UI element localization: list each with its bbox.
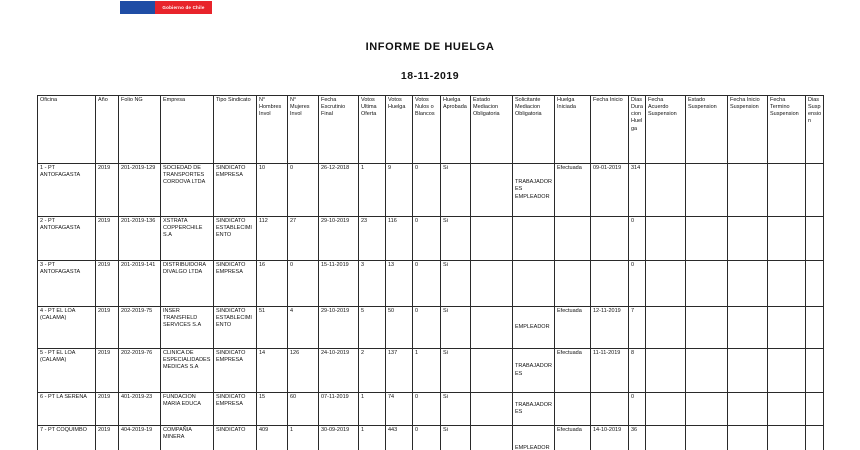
logo-blue-flag-block bbox=[120, 1, 155, 14]
table-cell bbox=[686, 349, 728, 393]
table-cell: EMPLEADOR bbox=[513, 307, 555, 349]
table-cell bbox=[728, 261, 768, 307]
column-header: Huelga Aprobada bbox=[441, 96, 471, 164]
table-cell: 112 bbox=[257, 217, 288, 261]
column-header: N° Hombres Invol bbox=[257, 96, 288, 164]
table-cell: 15 bbox=[257, 393, 288, 426]
table-cell: 0 bbox=[413, 393, 441, 426]
table-cell bbox=[768, 393, 806, 426]
table-cell bbox=[471, 217, 513, 261]
table-cell: 9 bbox=[386, 164, 413, 217]
table-cell: 126 bbox=[288, 349, 319, 393]
table-cell: SINDICATO EMPRESA bbox=[214, 349, 257, 393]
table-cell: 201-2019-129 bbox=[119, 164, 161, 217]
table-cell: 1 bbox=[359, 164, 386, 217]
column-header: Votos Nulos o Blancos bbox=[413, 96, 441, 164]
table-cell: INSER TRANSFIELD SERVICES S.A bbox=[161, 307, 214, 349]
table-cell bbox=[471, 307, 513, 349]
table-cell bbox=[806, 261, 824, 307]
table-cell: 1 bbox=[359, 393, 386, 426]
table-cell: 2019 bbox=[96, 349, 119, 393]
table-header bbox=[38, 96, 824, 164]
table-cell: 6 - PT LA SERENA bbox=[38, 393, 96, 426]
table-cell: 0 bbox=[288, 261, 319, 307]
column-header: Estado Suspension bbox=[686, 96, 728, 164]
table-cell bbox=[728, 307, 768, 349]
table-cell bbox=[513, 261, 555, 307]
table-cell bbox=[806, 393, 824, 426]
table-cell: TRABAJADORES bbox=[513, 349, 555, 393]
table-cell: 3 bbox=[359, 261, 386, 307]
column-header: Estado Mediacion Obligatoria bbox=[471, 96, 513, 164]
table-cell: 314 bbox=[629, 164, 646, 217]
table-row bbox=[38, 164, 824, 217]
table-cell: 14-10-2019 bbox=[591, 426, 629, 450]
table-row bbox=[38, 217, 824, 261]
table-cell: SINDICATO ESTABLECIMIENTO bbox=[214, 307, 257, 349]
table-cell: 5 - PT EL LOA (CALAMA) bbox=[38, 349, 96, 393]
table-cell: 2019 bbox=[96, 307, 119, 349]
table-cell: 1 - PT ANTOFAGASTA bbox=[38, 164, 96, 217]
table-cell: 8 bbox=[629, 349, 646, 393]
table-row bbox=[38, 393, 824, 426]
table-cell: 3 - PT ANTOFAGASTA bbox=[38, 261, 96, 307]
table-cell: 23 bbox=[359, 217, 386, 261]
table-cell bbox=[686, 217, 728, 261]
table-cell bbox=[686, 393, 728, 426]
table-cell: 51 bbox=[257, 307, 288, 349]
table-cell bbox=[471, 164, 513, 217]
table-cell: TRABAJADORES EMPLEADOR bbox=[513, 164, 555, 217]
table-cell: Si bbox=[441, 349, 471, 393]
table-cell: 116 bbox=[386, 217, 413, 261]
table-cell: 202-2019-76 bbox=[119, 349, 161, 393]
table-cell: COMPAÑIA MINERA bbox=[161, 426, 214, 450]
table-cell bbox=[646, 307, 686, 349]
column-header: Votos Huelga bbox=[386, 96, 413, 164]
table-cell: 15-11-2019 bbox=[319, 261, 359, 307]
table-cell bbox=[646, 349, 686, 393]
column-header: N° Mujeres Invol bbox=[288, 96, 319, 164]
table-cell: 404-2019-19 bbox=[119, 426, 161, 450]
table-cell: 11-11-2019 bbox=[591, 349, 629, 393]
table-cell: 201-2019-136 bbox=[119, 217, 161, 261]
table-cell bbox=[806, 349, 824, 393]
column-header: Fecha Termino Suspension bbox=[768, 96, 806, 164]
table-cell: 7 - PT COQUIMBO bbox=[38, 426, 96, 450]
table-cell: SOCIEDAD DE TRANSPORTES CORDOVA LTDA bbox=[161, 164, 214, 217]
table-cell: 29-10-2019 bbox=[319, 307, 359, 349]
table-cell: Si bbox=[441, 217, 471, 261]
table-cell: 30-09-2019 bbox=[319, 426, 359, 450]
table-row bbox=[38, 426, 824, 450]
table-cell bbox=[646, 393, 686, 426]
table-cell bbox=[768, 426, 806, 450]
column-header: Fecha Escrutinio Final bbox=[319, 96, 359, 164]
table-cell: 0 bbox=[629, 217, 646, 261]
table-cell bbox=[686, 426, 728, 450]
table-cell bbox=[806, 164, 824, 217]
table-cell: 137 bbox=[386, 349, 413, 393]
table-cell: Efectuada bbox=[555, 426, 591, 450]
table-cell bbox=[591, 217, 629, 261]
table-cell bbox=[768, 261, 806, 307]
table-cell bbox=[471, 393, 513, 426]
table-cell bbox=[806, 217, 824, 261]
table-cell: 26-12-2018 bbox=[319, 164, 359, 217]
table-cell: Efectuada bbox=[555, 349, 591, 393]
table-cell: 07-11-2019 bbox=[319, 393, 359, 426]
table-cell: 12-11-2019 bbox=[591, 307, 629, 349]
table-cell bbox=[728, 426, 768, 450]
table-cell: 2019 bbox=[96, 393, 119, 426]
table-cell bbox=[686, 164, 728, 217]
table-cell bbox=[646, 261, 686, 307]
column-header: Oficina bbox=[38, 96, 96, 164]
table-cell: Si bbox=[441, 307, 471, 349]
table-cell: 0 bbox=[288, 164, 319, 217]
table-cell: 2019 bbox=[96, 426, 119, 450]
table-cell: 10 bbox=[257, 164, 288, 217]
report-date: 18-11-2019 bbox=[400, 70, 460, 82]
table-cell bbox=[806, 307, 824, 349]
table-cell: DISTRIBUIDORA DIVALGO LTDA bbox=[161, 261, 214, 307]
huelga-table bbox=[37, 95, 824, 450]
column-header: Dias Suspension bbox=[806, 96, 824, 164]
table-cell bbox=[768, 217, 806, 261]
table-cell bbox=[555, 261, 591, 307]
table-cell: 60 bbox=[288, 393, 319, 426]
table-cell bbox=[728, 217, 768, 261]
table-cell: Efectuada bbox=[555, 164, 591, 217]
table-row bbox=[38, 307, 824, 349]
table-cell: Si bbox=[441, 261, 471, 307]
header-row bbox=[38, 96, 824, 164]
table-cell: 1 bbox=[288, 426, 319, 450]
table-cell bbox=[768, 164, 806, 217]
table-cell bbox=[806, 426, 824, 450]
table-cell: XSTRATA COPPERCHILE S.A bbox=[161, 217, 214, 261]
table-cell: 201-2019-141 bbox=[119, 261, 161, 307]
table-cell: 7 bbox=[629, 307, 646, 349]
table-cell: 0 bbox=[413, 307, 441, 349]
table-cell: 29-10-2019 bbox=[319, 217, 359, 261]
table-cell: 2 - PT ANTOFAGASTA bbox=[38, 217, 96, 261]
column-header: Dias Duracion Huelga bbox=[629, 96, 646, 164]
column-header: Fecha Inicio bbox=[591, 96, 629, 164]
table-cell: 50 bbox=[386, 307, 413, 349]
column-header: Votos Ultima Oferta bbox=[359, 96, 386, 164]
column-header: Tipo Sindicato bbox=[214, 96, 257, 164]
table-cell: 401-2019-23 bbox=[119, 393, 161, 426]
table-cell bbox=[555, 217, 591, 261]
table-cell: 202-2019-75 bbox=[119, 307, 161, 349]
table-cell: 0 bbox=[413, 261, 441, 307]
table-cell: 409 bbox=[257, 426, 288, 450]
table-cell: 2019 bbox=[96, 164, 119, 217]
table-cell bbox=[728, 393, 768, 426]
table-cell: CLINICA DE ESPECIALIDADES MEDICAS S.A bbox=[161, 349, 214, 393]
table-cell: Si bbox=[441, 426, 471, 450]
column-header: Año bbox=[96, 96, 119, 164]
table-cell: 36 bbox=[629, 426, 646, 450]
table-row bbox=[38, 349, 824, 393]
table-cell: TRABAJADORES bbox=[513, 393, 555, 426]
table-cell: 0 bbox=[629, 261, 646, 307]
table-cell: 0 bbox=[629, 393, 646, 426]
table-cell bbox=[471, 426, 513, 450]
column-header: Fecha Acuerdo Suspension bbox=[646, 96, 686, 164]
table-cell: 0 bbox=[413, 426, 441, 450]
table-cell: SINDICATO bbox=[214, 426, 257, 450]
table-cell bbox=[686, 307, 728, 349]
table-cell: 2019 bbox=[96, 261, 119, 307]
gobierno-de-chile-logo bbox=[120, 1, 212, 14]
column-header: Solicitante Mediacion Obligatoria bbox=[513, 96, 555, 164]
column-header: Fecha Inicio Suspension bbox=[728, 96, 768, 164]
column-header: Folio NG bbox=[119, 96, 161, 164]
table-cell: 1 bbox=[413, 349, 441, 393]
table-cell: 09-01-2019 bbox=[591, 164, 629, 217]
table-cell bbox=[555, 393, 591, 426]
table-cell: 0 bbox=[413, 164, 441, 217]
table-cell: 0 bbox=[413, 217, 441, 261]
table-cell bbox=[768, 349, 806, 393]
table-cell bbox=[646, 164, 686, 217]
page-title: INFORME DE HUELGA bbox=[365, 41, 495, 53]
table-cell: 13 bbox=[386, 261, 413, 307]
table-cell bbox=[591, 393, 629, 426]
table-cell: SINDICATO ESTABLECIMIENTO bbox=[214, 217, 257, 261]
table-cell bbox=[768, 307, 806, 349]
table-cell bbox=[591, 261, 629, 307]
table-cell: 2019 bbox=[96, 217, 119, 261]
table-cell: 1 bbox=[359, 426, 386, 450]
table-cell bbox=[686, 261, 728, 307]
table-cell bbox=[646, 426, 686, 450]
logo-red-flag-block bbox=[155, 1, 212, 14]
logo-label: Gobierno de Chile bbox=[162, 5, 205, 10]
table-cell: 14 bbox=[257, 349, 288, 393]
table-cell bbox=[728, 164, 768, 217]
table-cell: SINDICATO EMPRESA bbox=[214, 393, 257, 426]
table-cell: Efectuada bbox=[555, 307, 591, 349]
table-cell bbox=[646, 217, 686, 261]
column-header: Empresa bbox=[161, 96, 214, 164]
table-cell: 2 bbox=[359, 349, 386, 393]
table-cell: Si bbox=[441, 393, 471, 426]
table-cell bbox=[471, 349, 513, 393]
table-cell bbox=[513, 217, 555, 261]
table-cell: 443 bbox=[386, 426, 413, 450]
column-header: Huelga Iniciada bbox=[555, 96, 591, 164]
table-cell: FUNDACION MARIA EDUCA bbox=[161, 393, 214, 426]
table-cell: SINDICATO EMPRESA bbox=[214, 261, 257, 307]
table-cell: Si bbox=[441, 164, 471, 217]
table-cell: 5 bbox=[359, 307, 386, 349]
table-cell: 27 bbox=[288, 217, 319, 261]
table-cell: 16 bbox=[257, 261, 288, 307]
table-cell: EMPLEADOR bbox=[513, 426, 555, 450]
table-cell bbox=[728, 349, 768, 393]
table-cell: 4 bbox=[288, 307, 319, 349]
table-row bbox=[38, 261, 824, 307]
table-cell bbox=[471, 261, 513, 307]
table-cell: 24-10-2019 bbox=[319, 349, 359, 393]
table-cell: SINDICATO EMPRESA bbox=[214, 164, 257, 217]
table-cell: 74 bbox=[386, 393, 413, 426]
table-cell: 4 - PT EL LOA (CALAMA) bbox=[38, 307, 96, 349]
table-body bbox=[38, 164, 824, 450]
